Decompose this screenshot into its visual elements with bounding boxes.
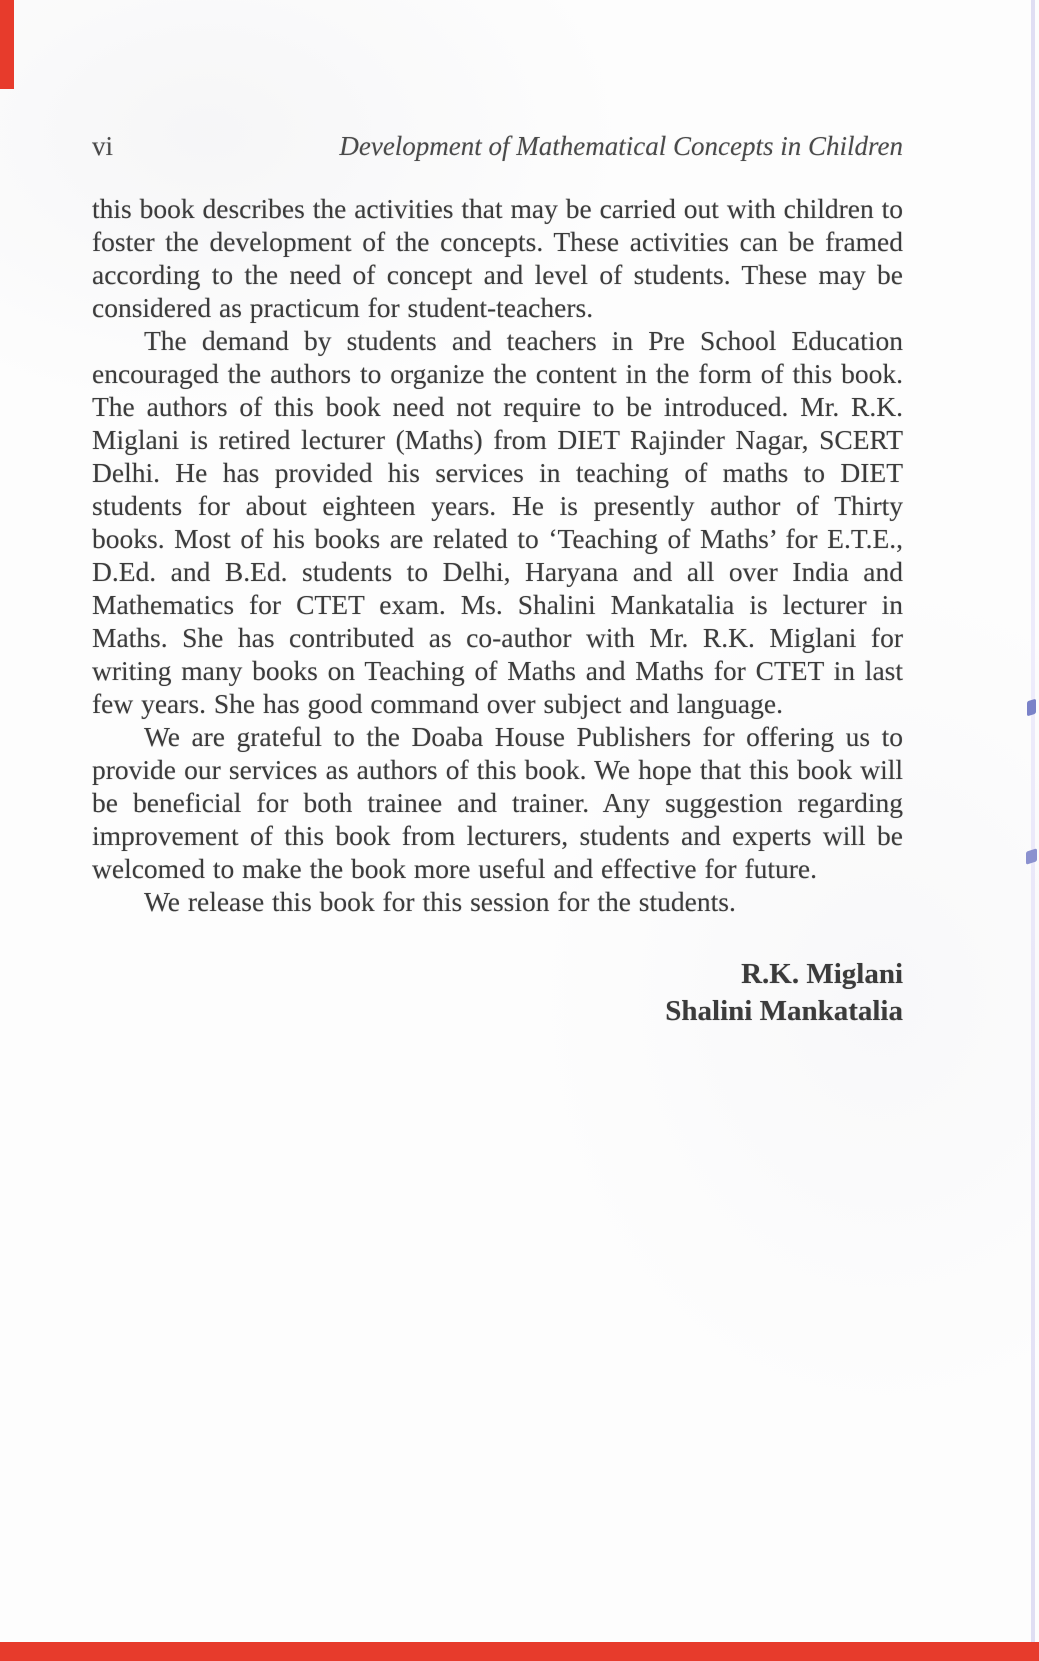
page-header [92, 131, 903, 161]
scan-red-edge-top-left [0, 0, 14, 89]
body-paragraph: The demand by students and teachers in Pre School Education encouraged the authors to organize the content in the form of this book. The authors of this book need not require to be introduced. Mr. R.K. Miglani is retired lecturer (Maths) from DIET Rajinder Nagar, SCERT Delhi. He has provided his services in teaching of maths to DIET students for about eighteen years. He is presently author of Thirty books. Most of his books are related to ‘Teaching of Maths’ for E.T.E., D.Ed. and B.Ed. students to Delhi, Haryana and all over India and Mathematics for CTET exam. Ms. Shalini Mankatalia is lecturer in Maths. She has contributed as co-author with Mr. R.K. Miglani for writing many books on Teaching of Maths and Maths for CTET in last few years. She has good command over subject and language. [92, 325, 903, 719]
page-number: vi [92, 131, 114, 161]
scan-red-edge-bottom [0, 1642, 1039, 1661]
body-paragraph: We are grateful to the Doaba House Publishers for offering us to provide our services as authors of this book. We hope that this book will be beneficial for both trainee and trainer. Any suggestion regarding improvement of this book from lecturers, students and experts will be welcomed to make the book more useful and effective for future. [92, 721, 903, 884]
signature-author-1: R.K. Miglani [741, 958, 903, 990]
running-title: Development of Mathematical Concepts in Children [339, 131, 903, 161]
page-edge-ink-mark [1026, 848, 1037, 865]
page-edge-line [1031, 0, 1035, 1642]
body-paragraph: We release this book for this session for the students. [144, 886, 736, 917]
page-content [92, 131, 903, 1030]
preface-body [92, 192, 903, 918]
page-edge-ink-mark [1027, 699, 1036, 717]
signature-block [92, 956, 903, 1030]
body-paragraph: this book describes the activities that may be carried out with children to foster the development of the concepts. These activities can be framed according to the need of concept and level of students. These may be considered as practicum for student-teachers. [92, 193, 903, 323]
signature-author-2: Shalini Mankatalia [665, 995, 903, 1027]
